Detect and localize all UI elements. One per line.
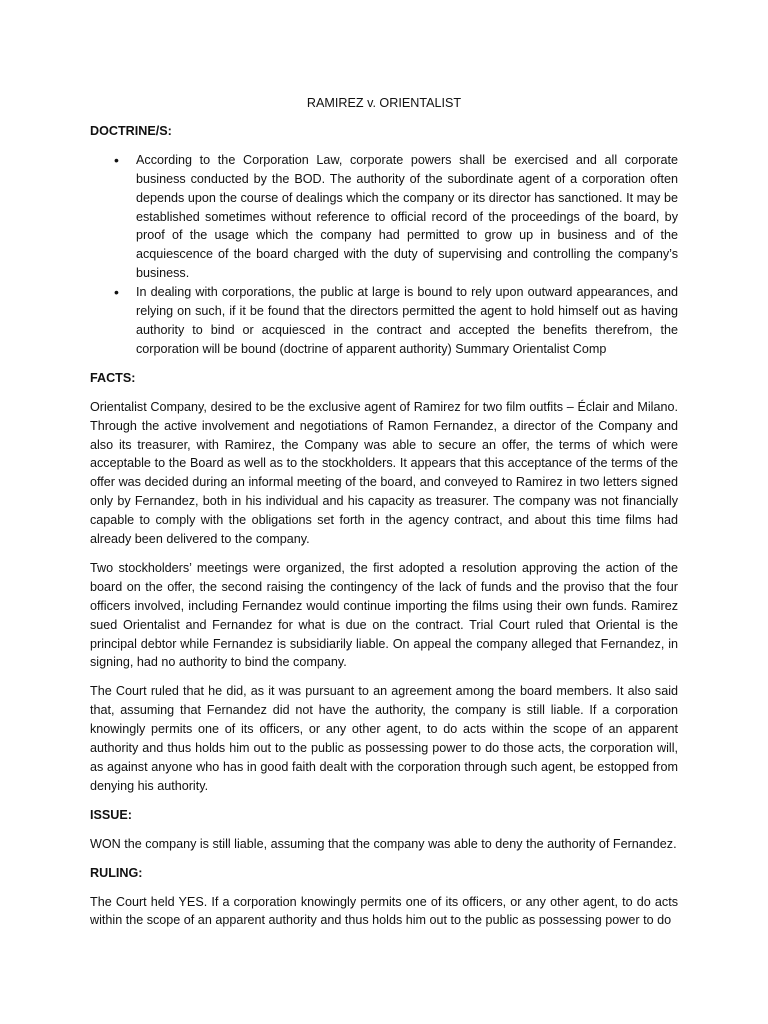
issue-text: WON the company is still liable, assuming that the company was able to deny the authority of Fernandez. [90,836,677,851]
doctrine-item [90,151,678,283]
bullet-icon: • [114,151,119,168]
doctrine-list [90,151,678,359]
bullet-icon: • [114,284,119,301]
doctrine-item [90,283,678,359]
facts-paragraph: Two stockholders’ meetings were organized, the first adopted a resolution approving the action of the board on the offer, the second raising the contingency of the lack of funds and the proviso that the four officers involved, including Fernandez would continue importing the films using their own funds. Ramirez sued Orientalist and Fernandez for what is due on the contract. Trial Court ruled that Oriental is the principal debtor while Fernandez is subsidiarily liable. On appeal the company alleged that Fernandez, in signing, had no authority to bind the company. [90,560,678,670]
facts-paragraph: The Court ruled that he did, as it was pursuant to an agreement among the board members. It also said that, assuming that Fernandez did not have the authority, the company is still liable. If a corporation knowingly permits one of its officers, or any other agent, to do acts within the scope of an apparent authority and thus holds him out to the public as possessing power to do those acts, the corporation will, as against anyone who has in good faith dealt with the corporation through such agent, be estopped from denying his authority. [90,684,678,793]
ruling-text: The Court held YES. If a corporation knowingly permits one of its officers, or any other agent, to do acts within the scope of an apparent authority and thus holds him out to the public as possessing power to do [90,894,678,928]
facts-heading: FACTS: [90,370,136,385]
ruling-heading: RULING: [90,865,143,880]
doctrine-item-text: In dealing with corporations, the public at large is bound to rely upon outward appearances, and relying on such, if it be found that the directors permitted the agent to hold himself out as having authority to bind or acquiesced in the contract and accepted the benefits therefrom, the corporation will be bound (doctrine of apparent authority) Summary Orientalist Comp [136,285,678,356]
page-title: RAMIREZ v. ORIENTALIST [306,96,462,110]
facts-paragraph: Orientalist Company, desired to be the exclusive agent of Ramirez for two film outfits – Éclair and Milano. Through the active involvement and negotiations of Ramon Fernandez, a director of the Company and also its treasurer, with Ramirez, the Company was able to secure an offer, the terms of which were acceptable to the Board as well as to the stockholders. It appears that this acceptance of the terms of the offer was decided during an informal meeting of the board, and conveyed to Ramirez in two letters signed only by Fernandez, both in his individual and his capacity as treasurer. The company was not financially capable to comply with the obligations set forth in the agency contract, and about this time films had already been delivered to the company. [90,399,678,547]
doctrine-item-text: According to the Corporation Law, corporate powers shall be exercised and all corporate business conducted by the BOD. The authority of the subordinate agent of a corporation often depends upon the course of dealings which the company or its director has sanctioned. It may be established sometimes without reference to official record of the proceedings of the board, by proof of the usage which the company had permitted to grow up in business and of the acquiescence of the board charged with the duty of supervising and controlling the company’s business. [136,152,678,281]
issue-heading: ISSUE: [90,807,132,822]
doctrine-heading: DOCTRINE/S: [90,123,172,138]
document-page [90,94,678,940]
